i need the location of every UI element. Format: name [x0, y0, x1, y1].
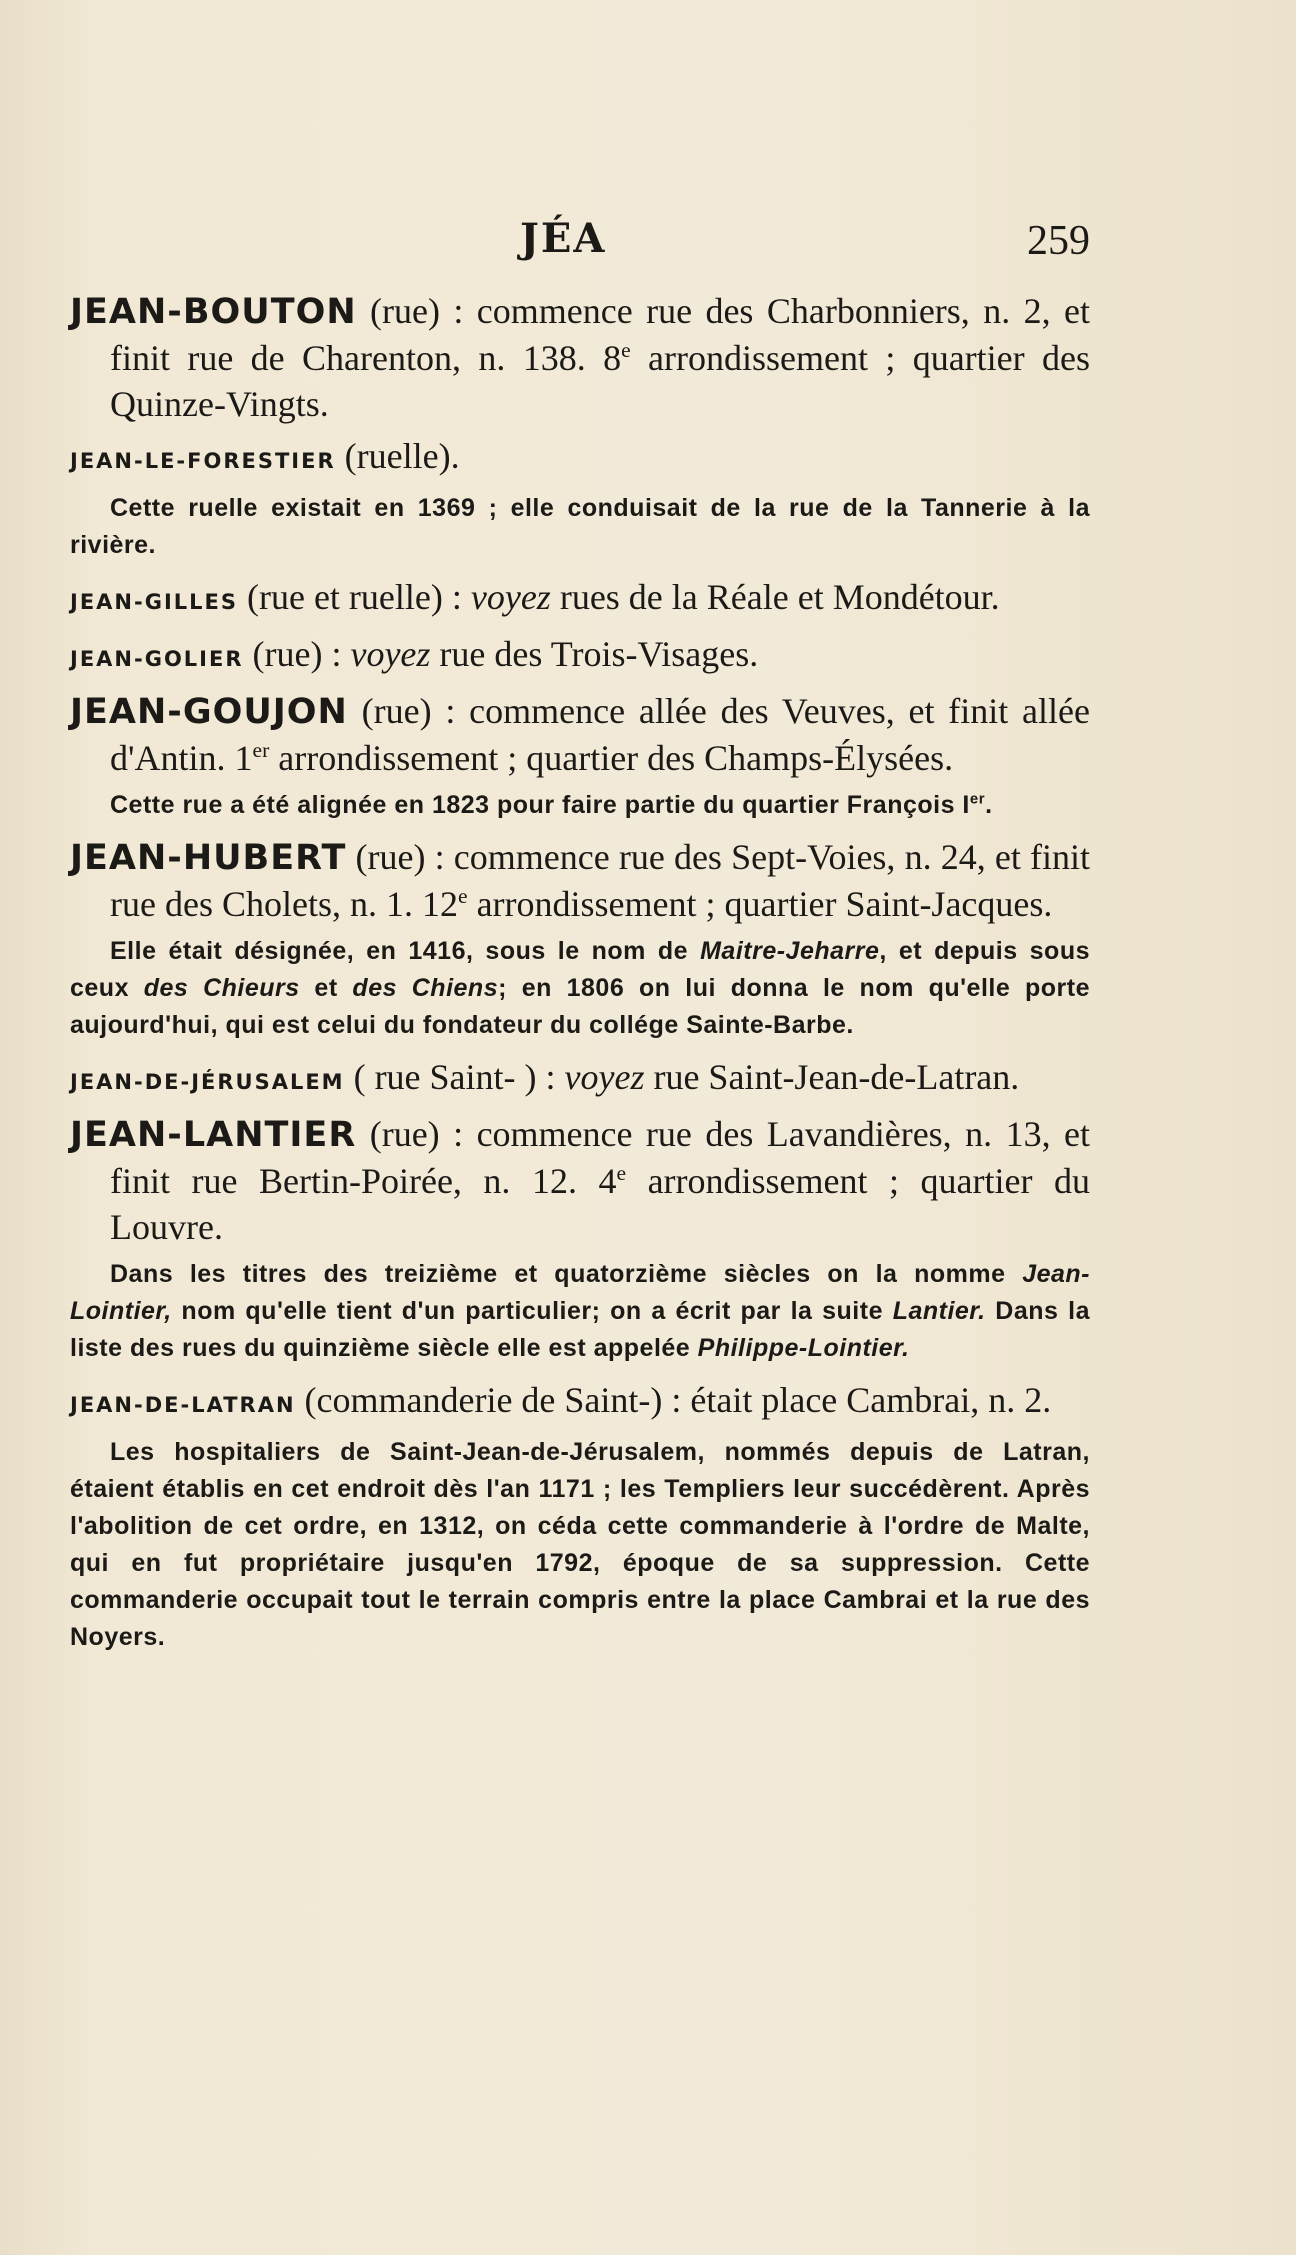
headword: JEAN-GOLIER [70, 647, 244, 671]
running-head: JÉA [520, 215, 607, 262]
page-content [70, 288, 1090, 1666]
page-header [70, 215, 1090, 275]
note-jean-lantier: Dans les titres des treizième et quatorzième siècles on la nomme Jean-Lointier, nom qu'elle tient d'un particulier; on a écrit par la suite Lantier. Dans la liste des rues du quinzième siècle elle est appelée Philippe-Lointier. [70, 1260, 1090, 1362]
entry-jean-le-forestier: JEAN-LE-FORESTIER (ruelle). [70, 436, 460, 476]
entry-jean-golier: JEAN-GOLIER (rue) : voyez rue des Trois-Visages. [70, 634, 759, 674]
note-jean-de-latran: Les hospitaliers de Saint-Jean-de-Jérusalem, nommés depuis de Latran, étaient établis en cet endroit dès l'an 1171 ; les Templiers leur succédèrent. Après l'abolition de cet ordre, en 1312, on céda cette commanderie à l'ordre de Malte, qui en fut propriétaire jusqu'en 1792, époque de sa suppression. Cette commanderie occupait tout le terrain compris entre la place Cambrai et la rue des Noyers. [70, 1438, 1090, 1651]
note-jean-hubert: Elle était désignée, en 1416, sous le nom de Maitre-Jeharre, et depuis sous ceux des Chieurs et des Chiens; en 1806 on lui donna le nom qu'elle porte aujourd'hui, qui est celui du fondateur du collége Sainte-Barbe. [70, 937, 1091, 1039]
headword: JEAN-BOUTON [70, 292, 357, 332]
entry-jean-de-latran: JEAN-DE-LATRAN (commanderie de Saint-) : était place Cambrai, n. 2. [70, 1380, 1052, 1420]
note-jean-goujon: Cette rue a été alignée en 1823 pour faire partie du quartier François Ier. [110, 790, 993, 819]
entry-jean-lantier: JEAN-LANTIER (rue) : commence rue des Lavandières, n. 13, et finit rue Bertin-Poirée, n. 12. 4e arrondissement ; quartier du Louvre. [70, 1114, 1090, 1247]
entry-jean-goujon: JEAN-GOUJON (rue) : commence allée des Veuves, et finit allée d'Antin. 1er arrondissement ; quartier des Champs-Élysées. [70, 691, 1090, 778]
entry-jean-hubert: JEAN-HUBERT (rue) : commence rue des Sept-Voies, n. 24, et finit rue des Cholets, n. 1. 12e arrondissement ; quartier Saint-Jacques. [70, 837, 1090, 924]
entry-jean-de-jerusalem: JEAN-DE-JÉRUSALEM ( rue Saint- ) : voyez rue Saint-Jean-de-Latran. [70, 1057, 1020, 1097]
headword: JEAN-DE-JÉRUSALEM [70, 1070, 345, 1094]
headword: JEAN-LE-FORESTIER [70, 449, 336, 473]
entry-jean-gilles: JEAN-GILLES (rue et ruelle) : voyez rues de la Réale et Mondétour. [70, 577, 1000, 617]
headword: JEAN-DE-LATRAN [70, 1393, 296, 1417]
entry-jean-bouton: JEAN-BOUTON (rue) : commence rue des Charbonniers, n. 2, et finit rue de Charenton, n. 138. 8e arrondissement ; quartier des Quinze-Vingts. [70, 291, 1090, 424]
headword: JEAN-HUBERT [70, 838, 347, 878]
page-number: 259 [1027, 218, 1090, 264]
headword: JEAN-GILLES [70, 590, 238, 614]
headword: JEAN-GOUJON [70, 692, 348, 732]
note-jean-le-forestier: Cette ruelle existait en 1369 ; elle conduisait de la rue de la Tannerie à la rivière. [70, 494, 1090, 559]
headword: JEAN-LANTIER [70, 1115, 357, 1155]
